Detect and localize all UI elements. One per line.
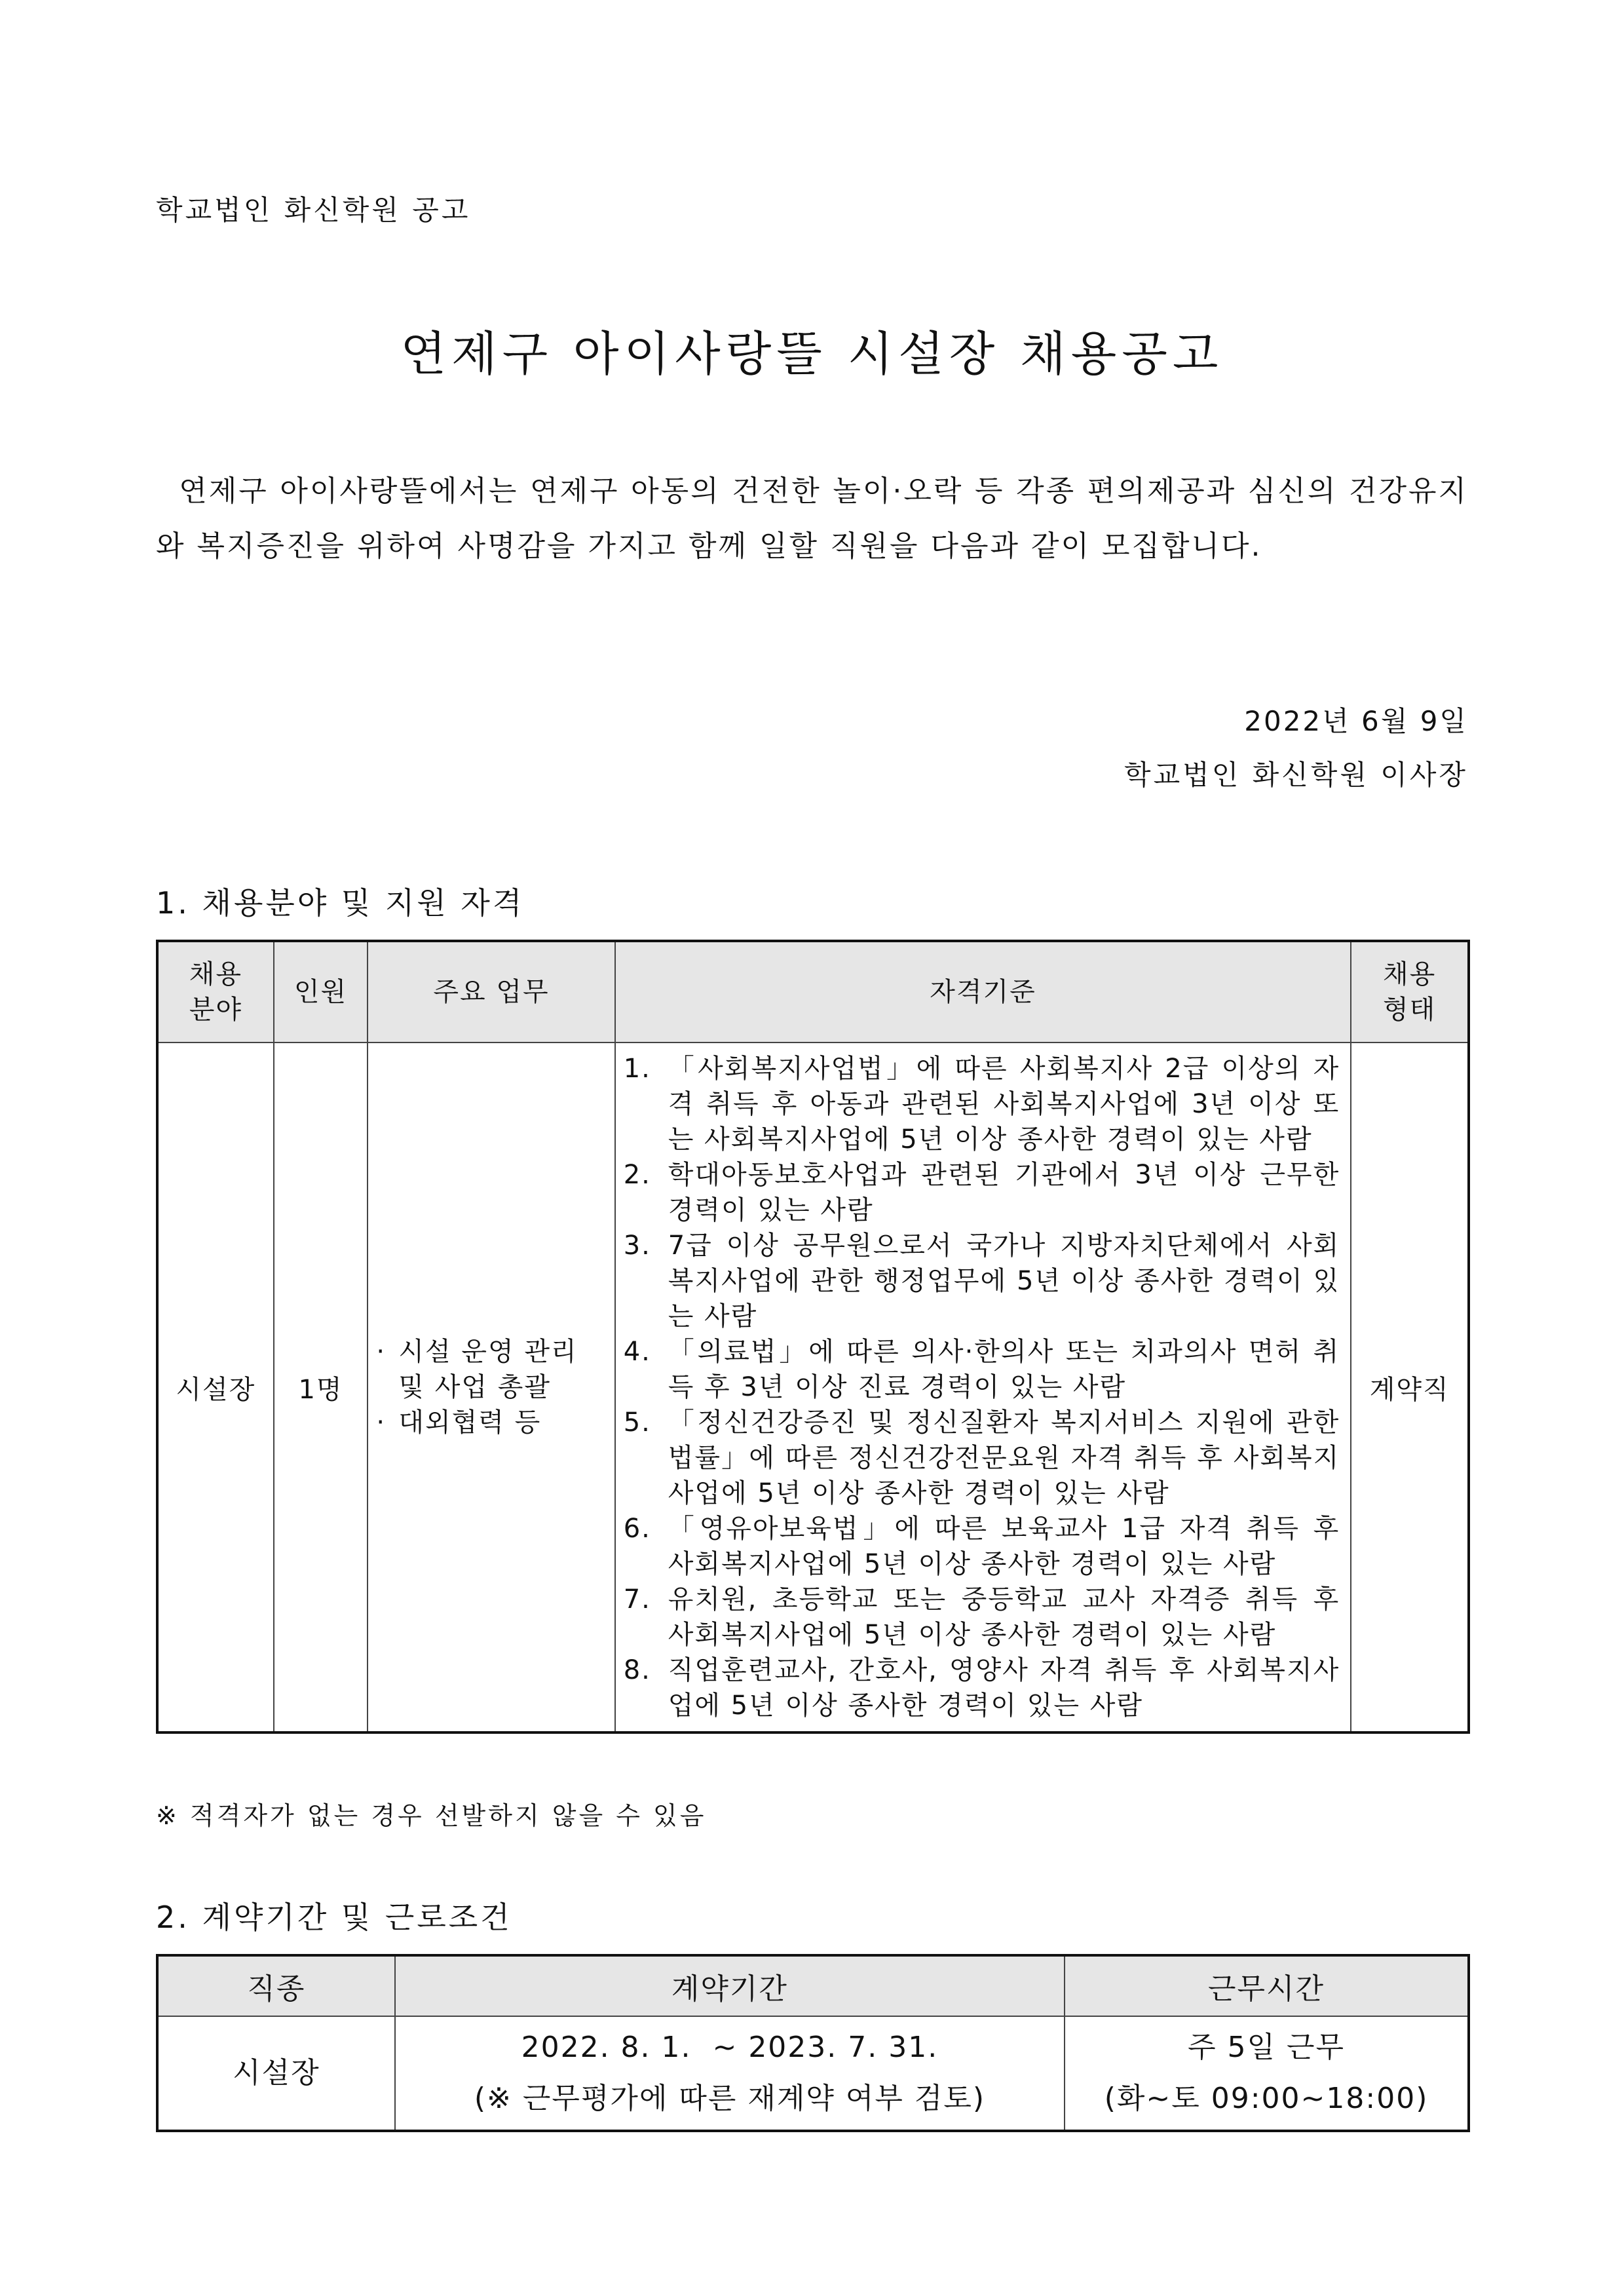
cell-job: 시설장 bbox=[157, 2016, 395, 2131]
recruitment-table-header bbox=[157, 941, 1469, 1043]
cell-duties bbox=[368, 1043, 614, 1732]
duty-item bbox=[376, 1405, 606, 1440]
duty-text: 대외협력 등 bbox=[398, 1407, 542, 1438]
intro-text-body: 연제구 아이사랑뜰에서는 연제구 아동의 건전한 놀이·오락 등 각종 편의제공과 심신의 건강유지와 복지증진을 위하여 사명감을 가지고 함께 일할 직원을 다음과 같이 모집합니다. bbox=[156, 474, 1468, 563]
header-type-line2: 형태 bbox=[1383, 995, 1437, 1025]
qualification-text: 직업훈련교사, 간호사, 영양사 자격 취득 후 사회복지사업에 5년 이상 종사한 경력이 있는 사람 bbox=[668, 1655, 1340, 1721]
cell-hours bbox=[1065, 2016, 1469, 2131]
intro-text bbox=[156, 464, 1468, 574]
qualification-number: 6. bbox=[623, 1514, 651, 1544]
duty-bullet: · bbox=[376, 1337, 387, 1367]
qualification-text: 유치원, 초등학교 또는 중등학교 교사 자격증 취득 후 사회복지사업에 5년 이상 종사한 경력이 있는 사람 bbox=[668, 1584, 1340, 1650]
qualification-item bbox=[624, 1405, 1340, 1511]
qualification-text: 학대아동보호사업과 관련된 기관에서 3년 이상 근무한 경력이 있는 사람 bbox=[668, 1160, 1340, 1225]
qualification-item bbox=[624, 1157, 1340, 1228]
notice-issuer: 학교법인 화신학원 이사장 bbox=[1124, 759, 1468, 791]
header-type-line1: 채용 bbox=[1383, 959, 1437, 989]
notice-org-line: 학교법인 화신학원 공고 bbox=[156, 194, 471, 226]
notice-date: 2022년 6월 9일 bbox=[1244, 705, 1468, 737]
qualification-item bbox=[624, 1334, 1340, 1405]
qualification-number: 8. bbox=[623, 1655, 651, 1685]
cell-employment-type: 계약직 bbox=[1351, 1043, 1469, 1732]
duty-bullet: · bbox=[376, 1407, 387, 1438]
qualification-item bbox=[624, 1228, 1340, 1334]
qualification-number: 1. bbox=[623, 1054, 651, 1084]
cell-field: 시설장 bbox=[157, 1043, 274, 1732]
duty-text: 시설 운영 관리 및 사업 총괄 bbox=[398, 1337, 578, 1402]
qualification-item bbox=[624, 1511, 1340, 1582]
qualification-number: 4. bbox=[623, 1337, 651, 1367]
table-row bbox=[157, 2016, 1469, 2131]
section2-heading: 2. 계약기간 및 근로조건 bbox=[156, 1900, 512, 1935]
header-duties: 주요 업무 bbox=[368, 941, 614, 1043]
intro-paragraph bbox=[156, 464, 1468, 574]
qualification-item bbox=[624, 1582, 1340, 1653]
cell-headcount: 1명 bbox=[274, 1043, 368, 1732]
period-line2: (※ 근무평가에 따른 재계약 여부 검토) bbox=[474, 2082, 985, 2115]
qualification-text: 「사회복지사업법」에 따른 사회복지사 2급 이상의 자격 취득 후 아동과 관련된 사회복지사업에 3년 이상 또는 사회복지사업에 5년 이상 종사한 경력이 있는 사람 bbox=[668, 1054, 1340, 1155]
qualification-number: 2. bbox=[623, 1160, 651, 1190]
qualification-text: 「의료법」에 따른 의사·한의사 또는 치과의사 면허 취득 후 3년 이상 진료 경력이 있는 사람 bbox=[668, 1337, 1340, 1402]
contract-table-header bbox=[157, 1955, 1469, 2016]
period-line1: 2022. 8. 1. ~ 2023. 7. 31. bbox=[521, 2031, 939, 2064]
qualification-item bbox=[624, 1653, 1340, 1723]
recruitment-table bbox=[156, 940, 1470, 1734]
cell-qualifications bbox=[615, 1043, 1351, 1732]
header-field-line1: 채용 bbox=[189, 959, 242, 989]
qualification-text: 7급 이상 공무원으로서 국가나 지방자치단체에서 사회복지사업에 관한 행정업무에 5년 이상 종사한 경력이 있는 사람 bbox=[668, 1231, 1340, 1331]
table-row bbox=[157, 1043, 1469, 1732]
qualification-number: 7. bbox=[623, 1584, 651, 1615]
cell-period bbox=[395, 2016, 1065, 2131]
duty-item bbox=[376, 1334, 606, 1405]
qualification-text: 「정신건강증진 및 정신질환자 복지서비스 지원에 관한 법률」에 따른 정신건강전문요원 자격 취득 후 사회복지사업에 5년 이상 종사한 경력이 있는 사람 bbox=[668, 1407, 1340, 1508]
header-hours: 근무시간 bbox=[1065, 1955, 1469, 2016]
header-job: 직종 bbox=[157, 1955, 395, 2016]
header-employment-type bbox=[1351, 941, 1469, 1043]
header-field bbox=[157, 941, 274, 1043]
qualification-text: 「영유아보육법」에 따른 보육교사 1급 자격 취득 후 사회복지사업에 5년 이상 종사한 경력이 있는 사람 bbox=[668, 1514, 1340, 1579]
qualification-number: 5. bbox=[623, 1407, 651, 1438]
hours-line1: 주 5일 근무 bbox=[1188, 2031, 1346, 2064]
document-title: 연제구 아이사랑뜰 시설장 채용공고 bbox=[400, 326, 1224, 381]
qualification-item bbox=[624, 1051, 1340, 1157]
section1-note: ※ 적격자가 없는 경우 선발하지 않을 수 있음 bbox=[156, 1801, 707, 1830]
section1-heading: 1. 채용분야 및 지원 자격 bbox=[156, 885, 525, 921]
contract-table bbox=[156, 1954, 1470, 2132]
qualification-number: 3. bbox=[623, 1231, 651, 1261]
header-headcount: 인원 bbox=[274, 941, 368, 1043]
header-period: 계약기간 bbox=[395, 1955, 1065, 2016]
header-field-line2: 분야 bbox=[189, 995, 242, 1025]
header-qualifications: 자격기준 bbox=[615, 941, 1351, 1043]
hours-line2: (화~토 09:00~18:00) bbox=[1104, 2082, 1429, 2115]
